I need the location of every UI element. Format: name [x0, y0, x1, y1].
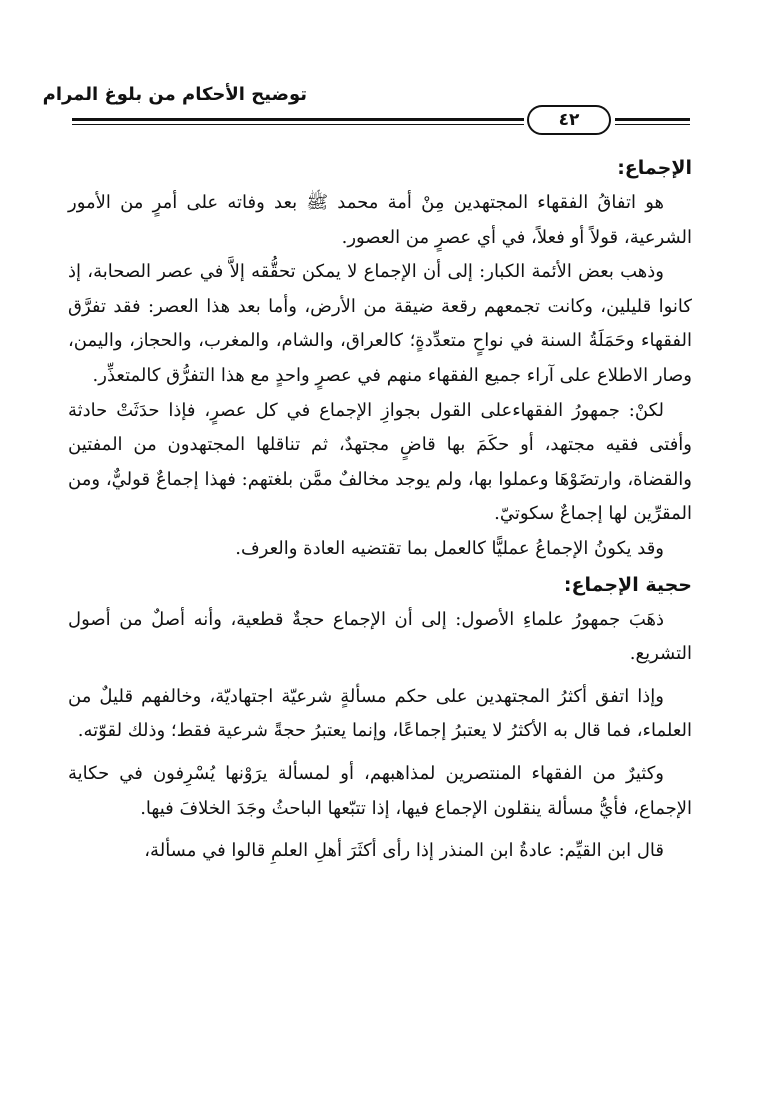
running-header-title: توضيح الأحكام من بلوغ المرام — [42, 84, 307, 105]
page-body — [68, 150, 692, 869]
paragraph: ذهَبَ جمهورُ علماءِ الأصول: إلى أن الإجماع حجةٌ قطعية، وأنه أصلٌ من أصول التشريع. — [68, 608, 692, 665]
paragraph: وكثيرٌ من الفقهاء المنتصرين لمذاهبهم، أو لمسألة يرَوْنها يُسْرِفون في حكاية الإجماع، فأيُّ مسألة ينقلون الإجماع فيها، إذا تتبّعها الباحثُ وجَدَ الخلافَ فيها. — [68, 762, 692, 819]
section-heading-hujjiya: حجية الإجماع: — [563, 573, 692, 596]
page-number: ٤٢ — [527, 105, 611, 135]
paragraph: لكنْ: جمهورُ الفقهاءعلى القول بجوازِ الإجماع في كل عصرٍ، فإذا حدَثَتْ حادثة وأفتى فقيه مجتهد، أو حكَمَ بها قاضٍ مجتهدٌ، ثم تناقلها المجتهدون من المفتين والقضاة، وارتضَوْهَا وعملوا بها، ولم يوجد مخالفٌ ممَّن بلغتهم: فهذا إجماعٌ قوليٌّ، ومن المقرِّين لها إجماعٌ سكوتيّ. — [68, 399, 692, 525]
header-rule — [72, 118, 524, 121]
header-rule-thin — [615, 124, 690, 125]
paragraph: وإذا اتفق أكثرُ المجتهدين على حكم مسألةٍ شرعيّة اجتهاديّة، وخالفهم قليلٌ من العلماء، فما قال به الأكثرُ لا يعتبرُ إجماعًا، وإنما يعتبرُ حجةً شرعية فقط؛ وذلك لقوّته. — [68, 685, 692, 742]
header-rule — [615, 118, 690, 121]
section-heading-ijma: الإجماع: — [617, 157, 692, 179]
paragraph: هو اتفاقُ الفقهاء المجتهدين مِنْ أمة محمد ﷺ بعد وفاته على أمرٍ من الأمور الشرعية، قولاً أو فعلاً، في أي عصرٍ من العصور. — [68, 192, 692, 248]
paragraph: قال ابن القيِّم: عادةُ ابن المنذر إذا رأى أكثَرَ أهلِ العلمِ قالوا في مسألة، — [144, 840, 664, 862]
header-rule-thin — [72, 124, 524, 125]
paragraph: وذهب بعض الأئمة الكبار: إلى أن الإجماع لا يمكن تحقُّقه إلاَّ في عصر الصحابة، إذ كانوا قليلين، وكانت تجمعهم رقعة ضيقة من الأرض، وأما بعد هذا العصر: فقد تفرَّق الفقهاء وحَمَلَةُ السنة في نواحٍ متعدِّدةٍ؛ كالعراق، والشام، والمغرب، والحجاز، واليمن، وصار الاطلاع على آراء جميع الفقهاء منهم في عصرٍ واحدٍ مع هذا التفرُّق كالمتعذِّر. — [68, 261, 692, 386]
paragraph: وقد يكونُ الإجماعُ عمليًّا كالعمل بما تقتضيه العادة والعرف. — [235, 537, 664, 559]
